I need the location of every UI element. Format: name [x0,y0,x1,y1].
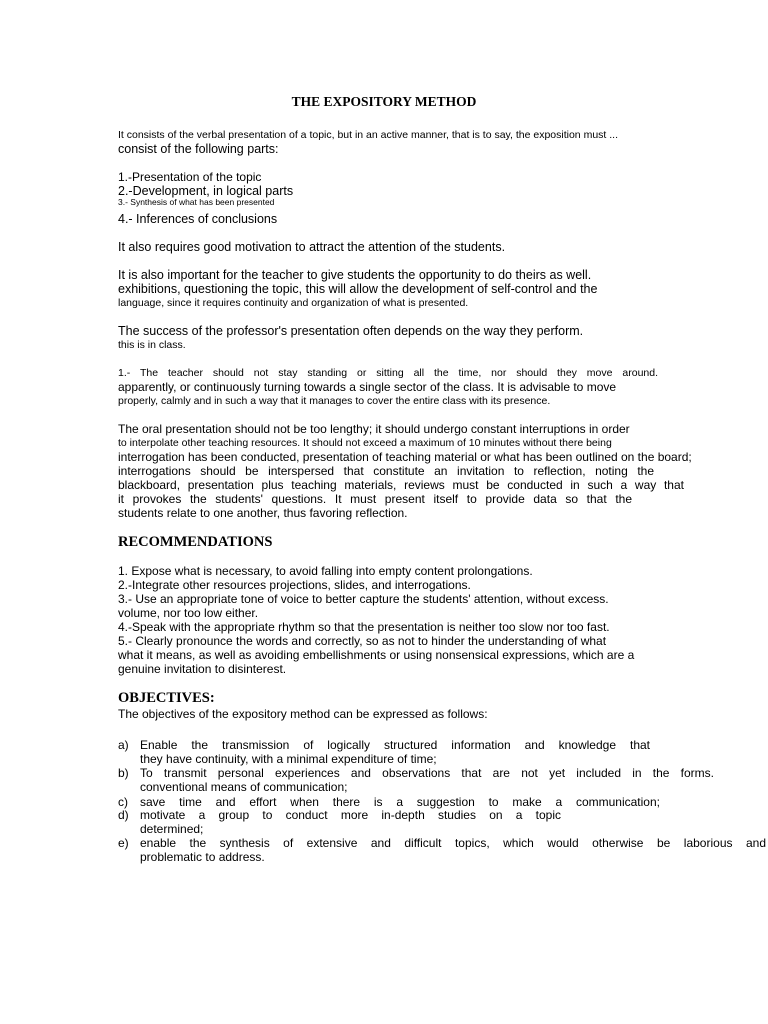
recommendation-item-3: 3.- Use an appropriate tone of voice to better capture the students' attention, without excess. [118,592,609,606]
recommendation-item-1: 1. Expose what is necessary, to avoid falling into empty content prolongations. [118,564,533,578]
recommendation-item-5-end: genuine invitation to disinterest. [118,662,287,676]
objective-d-text: motivate a group to conduct more in-depth studies on a topic [140,808,561,822]
objective-d-marker: d) [118,808,129,822]
oral-line-1: The oral presentation should not be too lengthy; it should undergo constant interruptions in order [118,422,630,436]
recommendation-item-2: 2.-Integrate other resources projections, slides, and interrogations. [118,578,471,592]
importance-line-2: exhibitions, questioning the topic, this will allow the development of self-control and the [118,282,598,296]
objective-e-text-cont: problematic to address. [140,850,265,864]
importance-line-1: It is also important for the teacher to give students the opportunity to do theirs as well. [118,268,592,282]
oral-line-6: it provokes the students' questions. It must present itself to provide data so that the [118,492,632,506]
objective-c-marker: c) [118,795,128,809]
objective-a-marker: a) [118,738,129,752]
objectives-heading: OBJECTIVES: [118,690,215,706]
recommendation-item-5-cont: what it means, as well as avoiding embellishments or using nonsensical expressions, which are a [118,648,635,662]
teacher-line-3: properly, calmly and in such a way that it manages to cover the entire class with its presence. [118,395,551,407]
part-item-3: 3.- Synthesis of what has been presented [118,197,275,207]
part-item-4: 4.- Inferences of conclusions [118,212,278,226]
motivation-paragraph: It also requires good motivation to attract the attention of the students. [118,240,506,254]
objective-e-text: enable the synthesis of extensive and difficult topics, which would otherwise be laborious and [140,836,766,850]
oral-line-5: blackboard, presentation plus teaching materials, reviews must be conducted in such a way that [118,478,684,492]
part-item-2: 2.-Development, in logical parts [118,184,294,198]
success-line-2: this is in class. [118,339,186,351]
objective-b-text-cont: conventional means of communication; [140,780,348,794]
objective-c-text: save time and effort when there is a suggestion to make a communication; [140,795,660,809]
recommendation-item-4: 4.-Speak with the appropriate rhythm so that the presentation is neither too slow nor too fast. [118,620,610,634]
teacher-line-2: apparently, or continuously turning towards a single sector of the class. It is advisable to move [118,380,617,394]
document-title: THE EXPOSITORY METHOD [291,94,477,109]
objective-a-text: Enable the transmission of logically structured information and knowledge that [140,738,650,752]
intro-line-1: It consists of the verbal presentation of a topic, but in an active manner, that is to say, the exposition must ... [118,129,618,141]
objective-e-marker: e) [118,836,129,850]
oral-line-4: interrogations should be interspersed that constitute an invitation to reflection, noting the [118,464,654,478]
objective-b-marker: b) [118,766,129,780]
importance-line-3: language, since it requires continuity and organization of what is presented. [118,297,469,309]
recommendation-item-5: 5.- Clearly pronounce the words and correctly, so as not to hinder the understanding of what [118,634,607,648]
intro-line-2: consist of the following parts: [118,142,279,156]
objective-d-text-cont: determined; [140,822,204,836]
objective-a-text-cont: they have continuity, with a minimal expenditure of time; [140,752,437,766]
part-item-1: 1.-Presentation of the topic [118,170,262,184]
oral-line-3: interrogation has been conducted, presentation of teaching material or what has been outlined on the board; [118,450,692,464]
objective-b-text: To transmit personal experiences and observations that are not yet included in the forms. [140,766,714,780]
teacher-line-1: 1.- The teacher should not stay standing or sitting all the time, nor should they move around. [118,367,658,379]
oral-line-7: students relate to one another, thus favoring reflection. [118,506,408,520]
recommendations-heading: RECOMMENDATIONS [118,534,273,550]
success-line-1: The success of the professor's presentation often depends on the way they perform. [118,324,584,338]
objectives-intro: The objectives of the expository method can be expressed as follows: [118,707,488,721]
oral-line-2: to interpolate other teaching resources. It should not exceed a maximum of 10 minutes without there being [118,437,612,449]
recommendation-item-3-cont: volume, nor too low either. [118,606,259,620]
